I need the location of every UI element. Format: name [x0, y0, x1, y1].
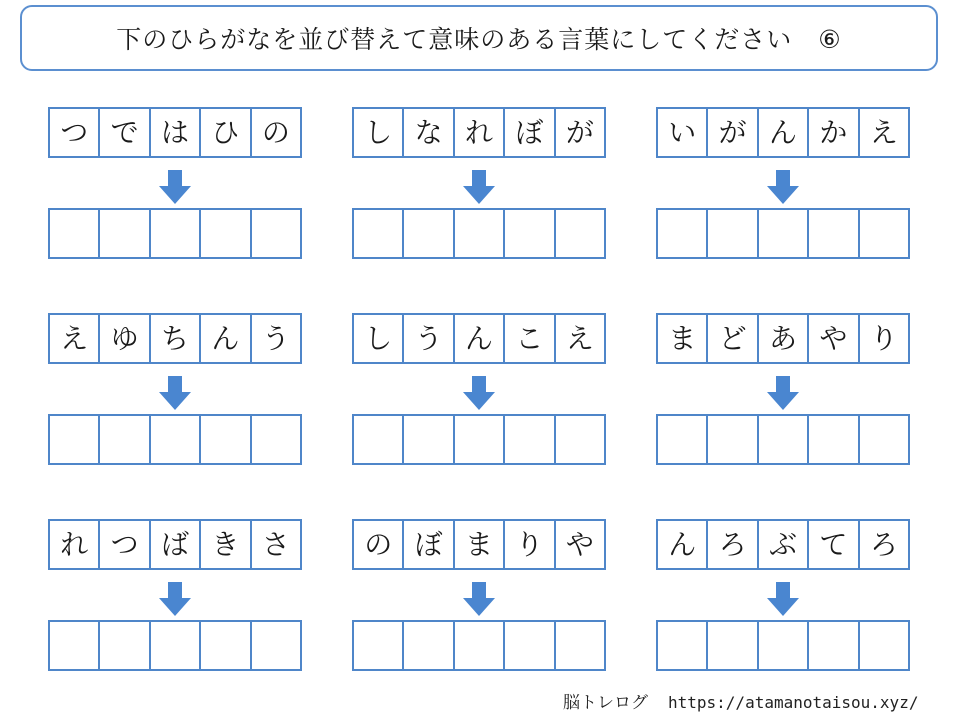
letter-tile: ど: [708, 315, 758, 362]
letter-tile: り: [860, 315, 908, 362]
letter-tile: う: [252, 315, 300, 362]
answer-box[interactable]: [809, 210, 859, 257]
letter-tile: ま: [658, 315, 708, 362]
answer-box[interactable]: [759, 210, 809, 257]
answer-box[interactable]: [201, 622, 251, 669]
answer-box[interactable]: [708, 210, 758, 257]
puzzle-card: [48, 107, 302, 259]
letter-tile: は: [151, 109, 201, 156]
answer-box[interactable]: [708, 622, 758, 669]
letter-tile: れ: [455, 109, 505, 156]
answer-box[interactable]: [252, 416, 300, 463]
letter-tile: か: [809, 109, 859, 156]
letter-tile: ろ: [708, 521, 758, 568]
letter-tile: ぼ: [404, 521, 454, 568]
letter-tile: し: [354, 109, 404, 156]
site-url-link[interactable]: https://atamanotaisou.xyz/: [668, 693, 919, 712]
answer-box[interactable]: [860, 622, 908, 669]
answer-box[interactable]: [658, 622, 708, 669]
answer-box[interactable]: [151, 210, 201, 257]
answer-row: [352, 620, 606, 671]
scrambled-letters-row: [656, 313, 910, 364]
answer-box[interactable]: [455, 416, 505, 463]
answer-box[interactable]: [860, 210, 908, 257]
puzzle-card: [48, 313, 302, 465]
answer-box[interactable]: [455, 622, 505, 669]
answer-row: [48, 620, 302, 671]
letter-tile: こ: [505, 315, 555, 362]
letter-tile: れ: [50, 521, 100, 568]
answer-box[interactable]: [252, 622, 300, 669]
scrambled-letters-row: [656, 107, 910, 158]
letter-tile: し: [354, 315, 404, 362]
letter-tile: ん: [759, 109, 809, 156]
scrambled-letters-row: [352, 107, 606, 158]
down-arrow-icon: [463, 582, 495, 616]
answer-box[interactable]: [658, 210, 708, 257]
puzzle-card: [352, 107, 606, 259]
letter-tile: ん: [658, 521, 708, 568]
puzzle-card: [48, 519, 302, 671]
answer-box[interactable]: [809, 416, 859, 463]
answer-row: [656, 620, 910, 671]
puzzle-card: [656, 519, 910, 671]
letter-tile: の: [354, 521, 404, 568]
puzzle-card: [352, 313, 606, 465]
answer-box[interactable]: [505, 210, 555, 257]
down-arrow-icon: [767, 376, 799, 410]
answer-box[interactable]: [658, 416, 708, 463]
answer-box[interactable]: [505, 622, 555, 669]
letter-tile: な: [404, 109, 454, 156]
letter-tile: い: [658, 109, 708, 156]
scrambled-letters-row: [48, 313, 302, 364]
letter-tile: き: [201, 521, 251, 568]
scrambled-letters-row: [352, 313, 606, 364]
answer-box[interactable]: [354, 210, 404, 257]
letter-tile: つ: [100, 521, 150, 568]
letter-tile: ひ: [201, 109, 251, 156]
scrambled-letters-row: [48, 107, 302, 158]
letter-tile: で: [100, 109, 150, 156]
answer-box[interactable]: [50, 416, 100, 463]
puzzle-card: [656, 107, 910, 259]
letter-tile: が: [556, 109, 604, 156]
letter-tile: ゆ: [100, 315, 150, 362]
worksheet-title: 下のひらがなを並び替えて意味のある言葉にしてください ⑥: [20, 5, 938, 71]
letter-tile: あ: [759, 315, 809, 362]
letter-tile: が: [708, 109, 758, 156]
down-arrow-icon: [159, 376, 191, 410]
answer-box[interactable]: [556, 622, 604, 669]
letter-tile: ろ: [860, 521, 908, 568]
answer-box[interactable]: [354, 622, 404, 669]
letter-tile: ば: [151, 521, 201, 568]
answer-box[interactable]: [100, 210, 150, 257]
answer-box[interactable]: [505, 416, 555, 463]
down-arrow-icon: [159, 582, 191, 616]
answer-box[interactable]: [759, 622, 809, 669]
down-arrow-icon: [767, 582, 799, 616]
answer-row: [656, 414, 910, 465]
down-arrow-icon: [767, 170, 799, 204]
letter-tile: え: [556, 315, 604, 362]
answer-row: [352, 414, 606, 465]
letter-tile: ん: [455, 315, 505, 362]
answer-box[interactable]: [151, 622, 201, 669]
answer-box[interactable]: [100, 622, 150, 669]
answer-box[interactable]: [201, 210, 251, 257]
answer-box[interactable]: [708, 416, 758, 463]
answer-box[interactable]: [50, 210, 100, 257]
answer-box[interactable]: [151, 416, 201, 463]
site-brand: 脳トレログ: [563, 693, 648, 713]
answer-box[interactable]: [100, 416, 150, 463]
answer-box[interactable]: [556, 416, 604, 463]
answer-box[interactable]: [252, 210, 300, 257]
puzzle-card: [352, 519, 606, 671]
letter-tile: ん: [201, 315, 251, 362]
answer-box[interactable]: [759, 416, 809, 463]
puzzle-card: [656, 313, 910, 465]
scrambled-letters-row: [48, 519, 302, 570]
answer-box[interactable]: [860, 416, 908, 463]
down-arrow-icon: [463, 170, 495, 204]
scrambled-letters-row: [656, 519, 910, 570]
down-arrow-icon: [159, 170, 191, 204]
answer-box[interactable]: [354, 416, 404, 463]
letter-tile: や: [809, 315, 859, 362]
answer-row: [48, 208, 302, 259]
letter-tile: え: [860, 109, 908, 156]
letter-tile: の: [252, 109, 300, 156]
letter-tile: う: [404, 315, 454, 362]
letter-tile: ぼ: [505, 109, 555, 156]
letter-tile: つ: [50, 109, 100, 156]
letter-tile: て: [809, 521, 859, 568]
letter-tile: え: [50, 315, 100, 362]
letter-tile: ま: [455, 521, 505, 568]
answer-box[interactable]: [404, 622, 454, 669]
answer-row: [48, 414, 302, 465]
letter-tile: さ: [252, 521, 300, 568]
answer-row: [656, 208, 910, 259]
down-arrow-icon: [463, 376, 495, 410]
scrambled-letters-row: [352, 519, 606, 570]
answer-box[interactable]: [201, 416, 251, 463]
answer-box[interactable]: [809, 622, 859, 669]
answer-box[interactable]: [404, 210, 454, 257]
letter-tile: ち: [151, 315, 201, 362]
answer-box[interactable]: [556, 210, 604, 257]
footer-credit: [563, 688, 918, 713]
answer-box[interactable]: [404, 416, 454, 463]
answer-row: [352, 208, 606, 259]
letter-tile: り: [505, 521, 555, 568]
letter-tile: ぶ: [759, 521, 809, 568]
answer-box[interactable]: [50, 622, 100, 669]
answer-box[interactable]: [455, 210, 505, 257]
letter-tile: や: [556, 521, 604, 568]
